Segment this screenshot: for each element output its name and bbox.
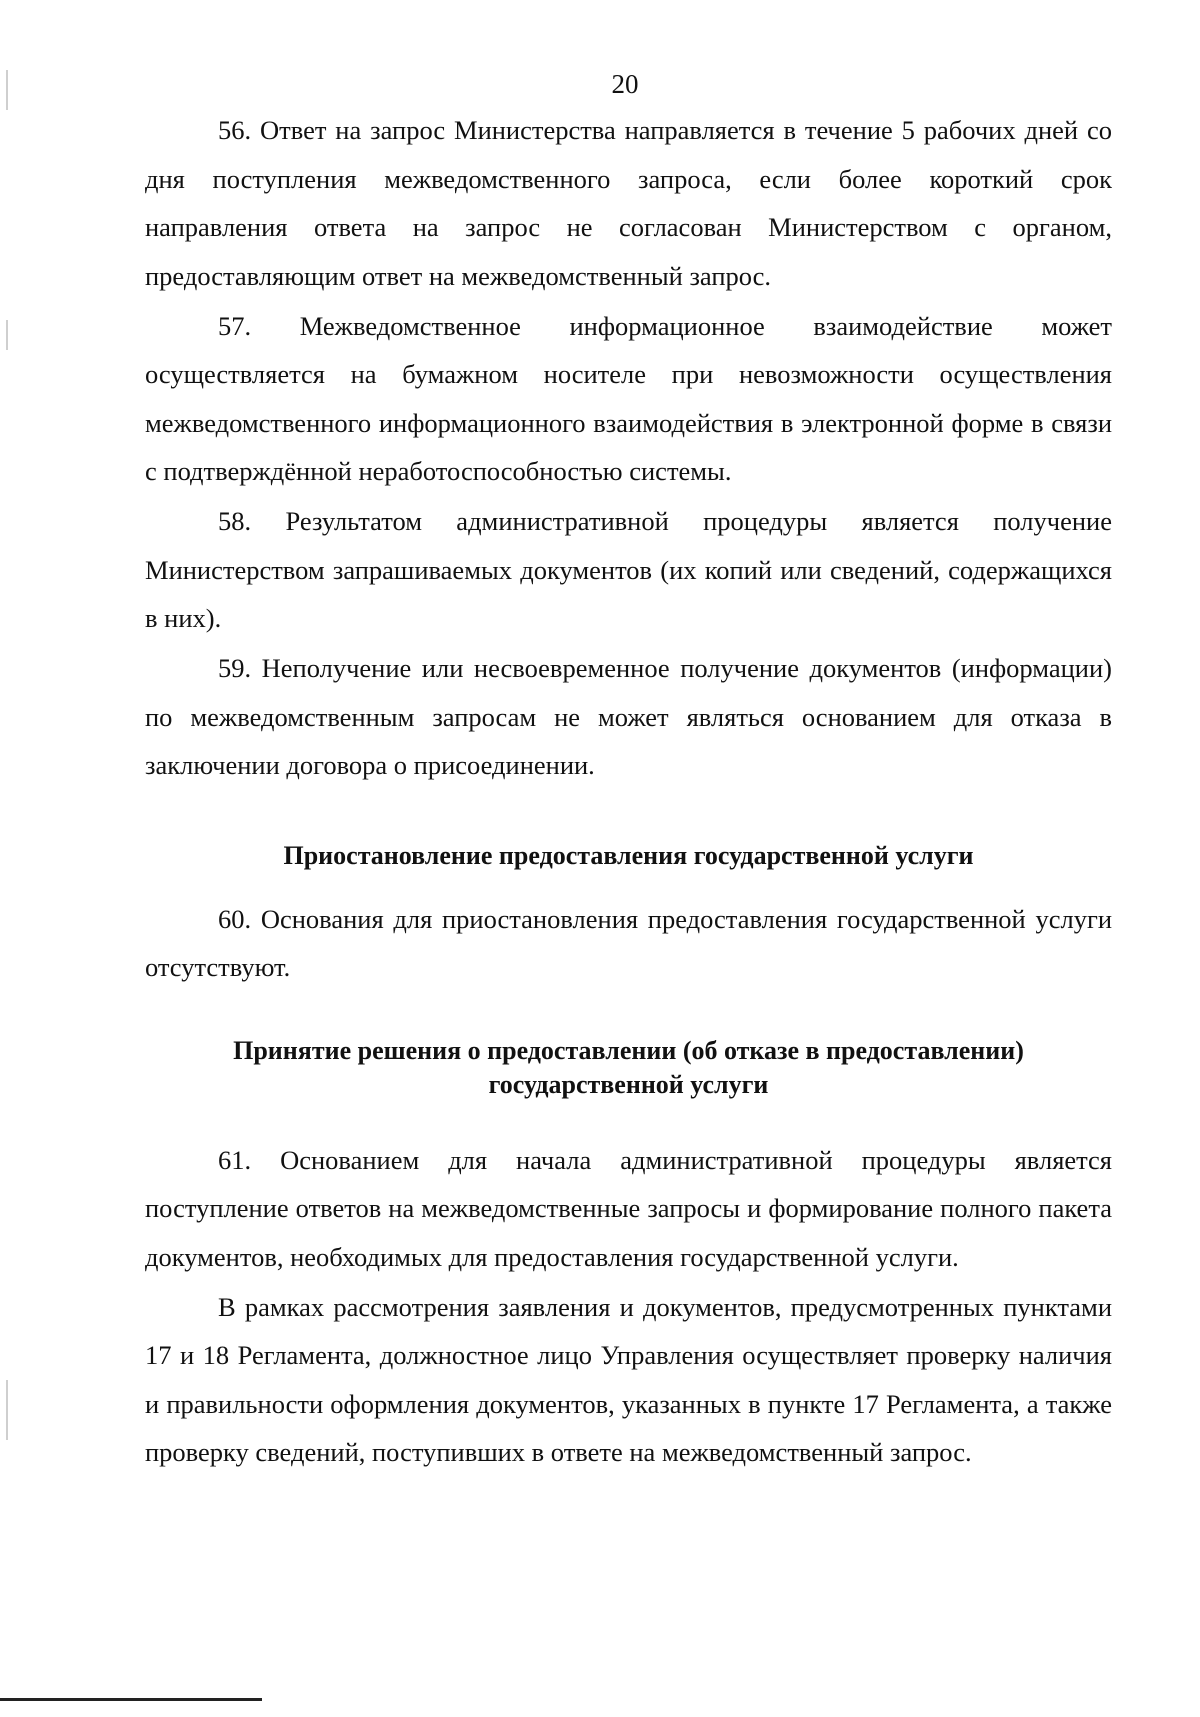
paragraph-58: 58. Результатом административной процедуры является получение Министерством запрашиваемых документов (их копий или сведений, содержащихся в них).: [145, 506, 1112, 633]
section-heading-suspension: Приостановление предоставления государственной услуги: [283, 840, 974, 870]
paragraph-61-continued: В рамках рассмотрения заявления и документов, предусмотренных пунктами 17 и 18 Регламента, должностное лицо Управления осуществляет проверку наличия и правильности оформления документов, указанных в пункте 17 Регламента, а также проверку сведений, поступивших в ответе на межведомственный запрос.: [145, 1291, 1112, 1467]
section-heading-decision-line2: государственной услуги: [488, 1069, 769, 1099]
paragraph-56: 56. Ответ на запрос Министерства направляется в течение 5 рабочих дней со дня поступления межведомственного запроса, если более короткий срок направления ответа на запрос не согласован Министерством с органом, предоставляющим ответ на межведомственный запрос.: [145, 115, 1112, 291]
document-body: [145, 106, 1112, 1478]
paragraph-61: 61. Основанием для начала административной процедуры является поступление ответов на межведомственные запросы и формирование полного пакета документов, необходимых для предоставления государственной услуги.: [145, 1144, 1112, 1272]
section-heading-decision: [145, 1034, 1112, 1102]
section-heading-decision-line1: Принятие решения о предоставлении (об отказе в предоставлении): [233, 1035, 1024, 1065]
paragraph-59: 59. Неполучение или несвоевременное получение документов (информации) по межведомственным запросам не может являться основанием для отказа в заключении договора о присоединении.: [145, 653, 1112, 780]
page-number: 20: [611, 69, 639, 99]
paragraph-60: 60. Основания для приостановления предоставления государственной услуги отсутствуют.: [145, 903, 1112, 982]
scan-artifact: [6, 320, 8, 350]
paragraph-57: 57. Межведомственное информационное взаимодействие может осуществляется на бумажном носителе при невозможности осуществления межведомственного информационного взаимодействия в электронной форме в связи с подтверждённой неработоспособностью системы.: [145, 310, 1112, 486]
scan-artifact: [6, 1380, 8, 1440]
scan-artifact-line: [0, 1698, 262, 1701]
